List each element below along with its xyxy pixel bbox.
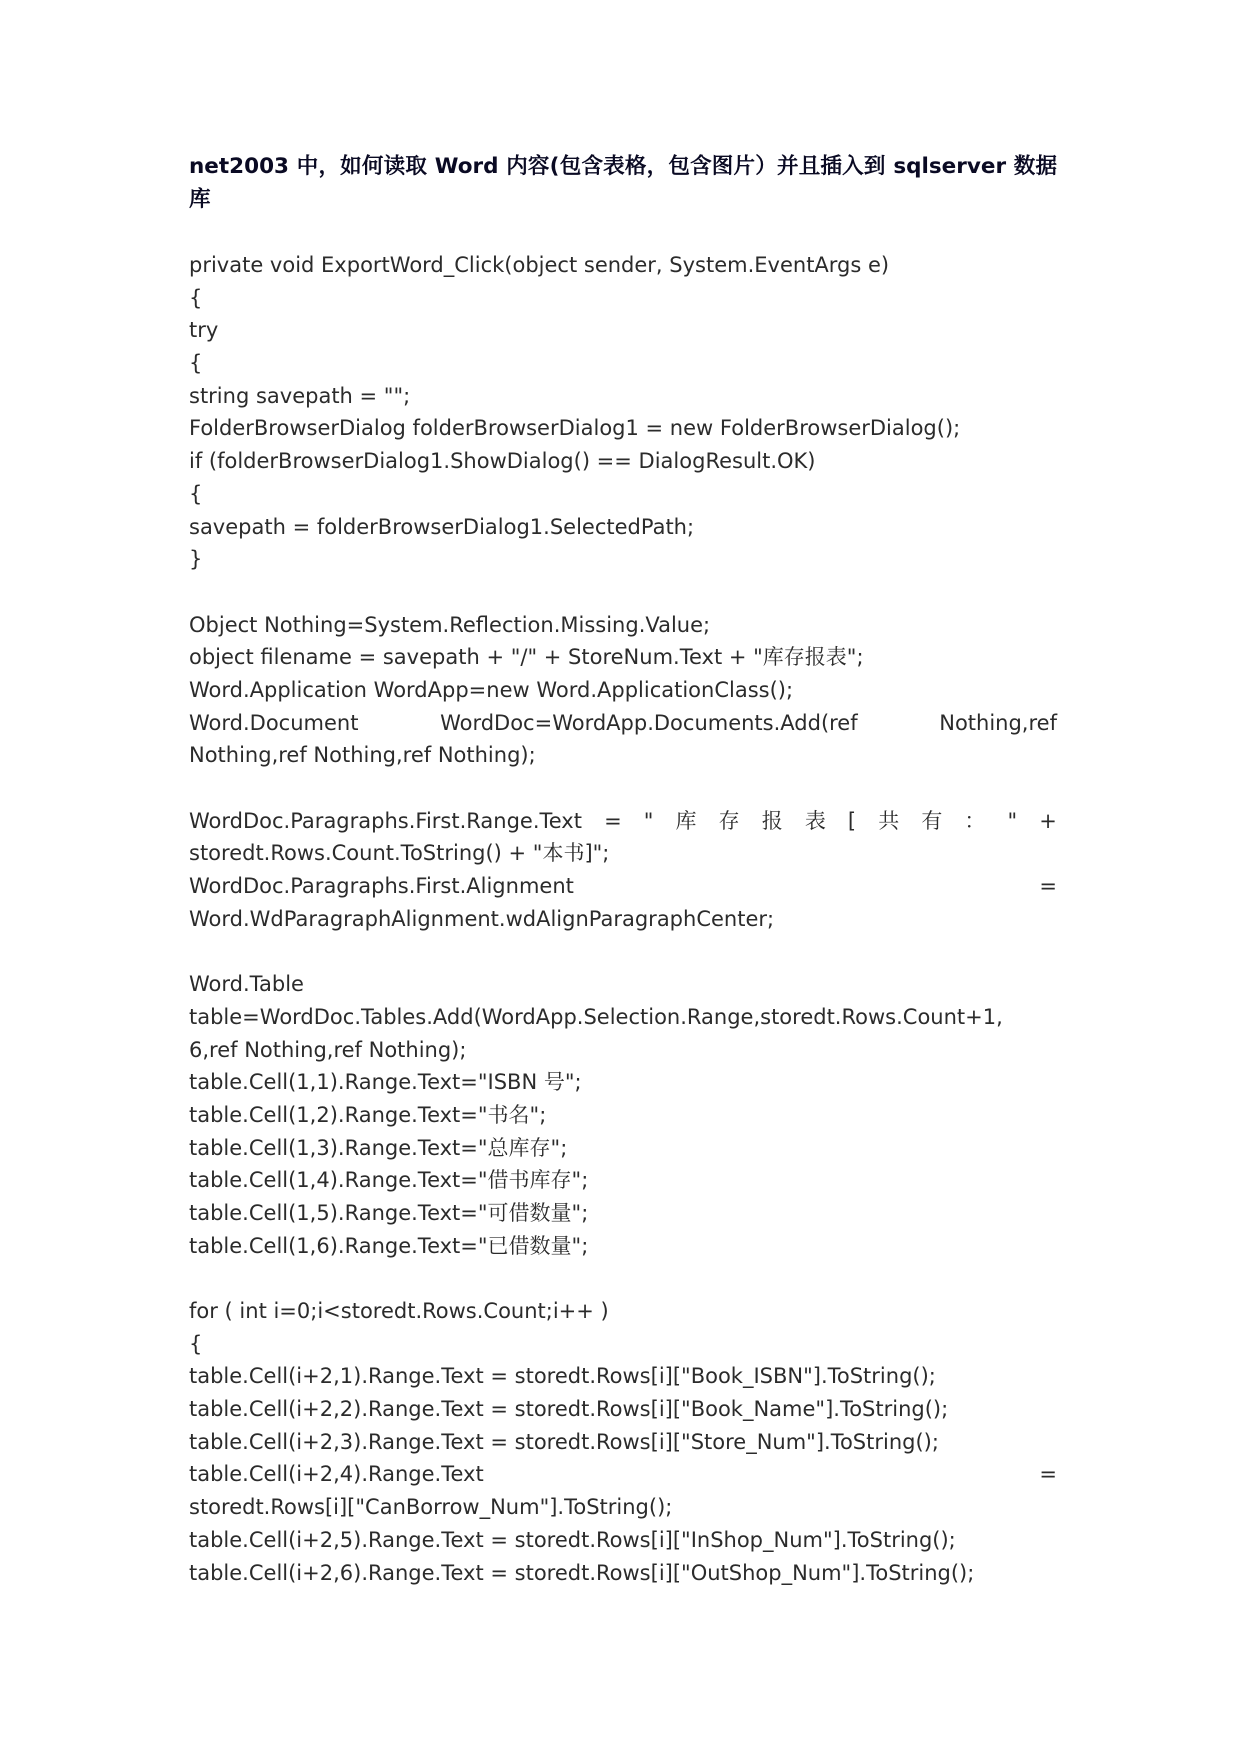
code-line: table.Cell(1,3).Range.Text="总库存"; bbox=[189, 1135, 568, 1160]
blank-line bbox=[189, 935, 1057, 968]
blank-line bbox=[189, 1262, 1057, 1295]
document-title: net2003 中，如何读取 Word 内容(包含表格，包含图片）并且插入到 sqlserver 数据库 bbox=[189, 154, 1057, 212]
code-line: 6,ref Nothing,ref Nothing); bbox=[189, 1037, 467, 1062]
code-line: table.Cell(i+2,3).Range.Text = storedt.Rows[i]["Store_Num"].ToString(); bbox=[189, 1429, 939, 1454]
code-line: for ( int i=0;i<storedt.Rows.Count;i++ ) bbox=[189, 1299, 609, 1323]
code-line: private void ExportWord_Click(object sender, System.EventArgs e) bbox=[189, 253, 890, 277]
code-line: table.Cell(i+2,5).Range.Text = storedt.Rows[i]["InShop_Num"].ToString(); bbox=[189, 1527, 956, 1552]
code-token: WordDoc=WordApp.Documents.Add(ref bbox=[440, 710, 858, 735]
code-line: { bbox=[189, 481, 203, 506]
code-token: table.Cell(i+2,4).Range.Text bbox=[189, 1462, 484, 1487]
code-line: table.Cell(1,5).Range.Text="可借数量"; bbox=[189, 1200, 589, 1225]
code-line: table.Cell(1,6).Range.Text="已借数量"; bbox=[189, 1233, 589, 1258]
code-line: storedt.Rows.Count.ToString() + "本书]"; bbox=[189, 841, 610, 866]
code-line: try bbox=[189, 318, 219, 343]
code-line-justified bbox=[189, 707, 1057, 740]
code-block bbox=[189, 249, 1057, 1589]
code-line: FolderBrowserDialog folderBrowserDialog1 = new FolderBrowserDialog(); bbox=[189, 416, 961, 441]
code-token: 有 bbox=[921, 808, 943, 833]
code-line-justified bbox=[189, 870, 1057, 903]
code-token: = bbox=[1039, 874, 1057, 899]
code-line: table.Cell(1,4).Range.Text="借书库存"; bbox=[189, 1168, 589, 1193]
code-line-justified bbox=[189, 805, 1057, 838]
code-token: Word.Document bbox=[189, 710, 359, 735]
code-line: table.Cell(i+2,6).Range.Text = storedt.Rows[i]["OutShop_Num"].ToString(); bbox=[189, 1560, 975, 1585]
document-content bbox=[189, 150, 1057, 1589]
code-line: storedt.Rows[i]["CanBorrow_Num"].ToString(); bbox=[189, 1495, 673, 1520]
code-line: object filename = savepath + "/" + StoreNum.Text + "库存报表"; bbox=[189, 645, 864, 670]
code-token: = bbox=[604, 808, 622, 833]
code-line: if (folderBrowserDialog1.ShowDialog() == DialogResult.OK) bbox=[189, 449, 816, 474]
code-line: Word.Application WordApp=new Word.ApplicationClass(); bbox=[189, 677, 794, 702]
code-line: table.Cell(1,2).Range.Text="书名"; bbox=[189, 1102, 547, 1127]
code-line: table.Cell(1,1).Range.Text="ISBN 号"; bbox=[189, 1070, 582, 1095]
code-token: " bbox=[643, 808, 654, 833]
code-line: savepath = folderBrowserDialog1.SelectedPath; bbox=[189, 514, 695, 539]
code-token: Nothing,ref bbox=[939, 710, 1057, 735]
code-token: = bbox=[1039, 1462, 1057, 1487]
code-token: 库 bbox=[675, 808, 697, 833]
blank-line bbox=[189, 772, 1057, 805]
code-line: Word.Table bbox=[189, 972, 304, 997]
code-line: Object Nothing=System.Reflection.Missing.Value; bbox=[189, 612, 711, 637]
code-token: 共 bbox=[878, 808, 900, 833]
code-token: + bbox=[1039, 808, 1057, 833]
code-line: table.Cell(i+2,1).Range.Text = storedt.Rows[i]["Book_ISBN"].ToString(); bbox=[189, 1364, 936, 1389]
code-line: Nothing,ref Nothing,ref Nothing); bbox=[189, 743, 536, 768]
code-token: 存 bbox=[718, 808, 740, 833]
code-token: 报 bbox=[761, 808, 783, 833]
code-token: " bbox=[1007, 808, 1018, 833]
code-token: ： bbox=[964, 808, 986, 833]
code-line: string savepath = ""; bbox=[189, 383, 411, 408]
blank-line bbox=[189, 576, 1057, 609]
code-token: 表 bbox=[804, 808, 826, 833]
code-token: WordDoc.Paragraphs.First.Alignment bbox=[189, 874, 574, 899]
code-line: table.Cell(i+2,2).Range.Text = storedt.Rows[i]["Book_Name"].ToString(); bbox=[189, 1397, 949, 1422]
code-line: Word.WdParagraphAlignment.wdAlignParagraphCenter; bbox=[189, 906, 775, 931]
code-line-justified bbox=[189, 1458, 1057, 1491]
code-line: { bbox=[189, 285, 203, 310]
code-line: } bbox=[189, 547, 203, 572]
code-line: { bbox=[189, 1331, 203, 1356]
code-line: { bbox=[189, 351, 203, 376]
code-line: table=WordDoc.Tables.Add(WordApp.Selection.Range,storedt.Rows.Count+1, bbox=[189, 1004, 1003, 1029]
code-token: [ bbox=[847, 808, 857, 833]
code-token: WordDoc.Paragraphs.First.Range.Text bbox=[189, 808, 582, 833]
